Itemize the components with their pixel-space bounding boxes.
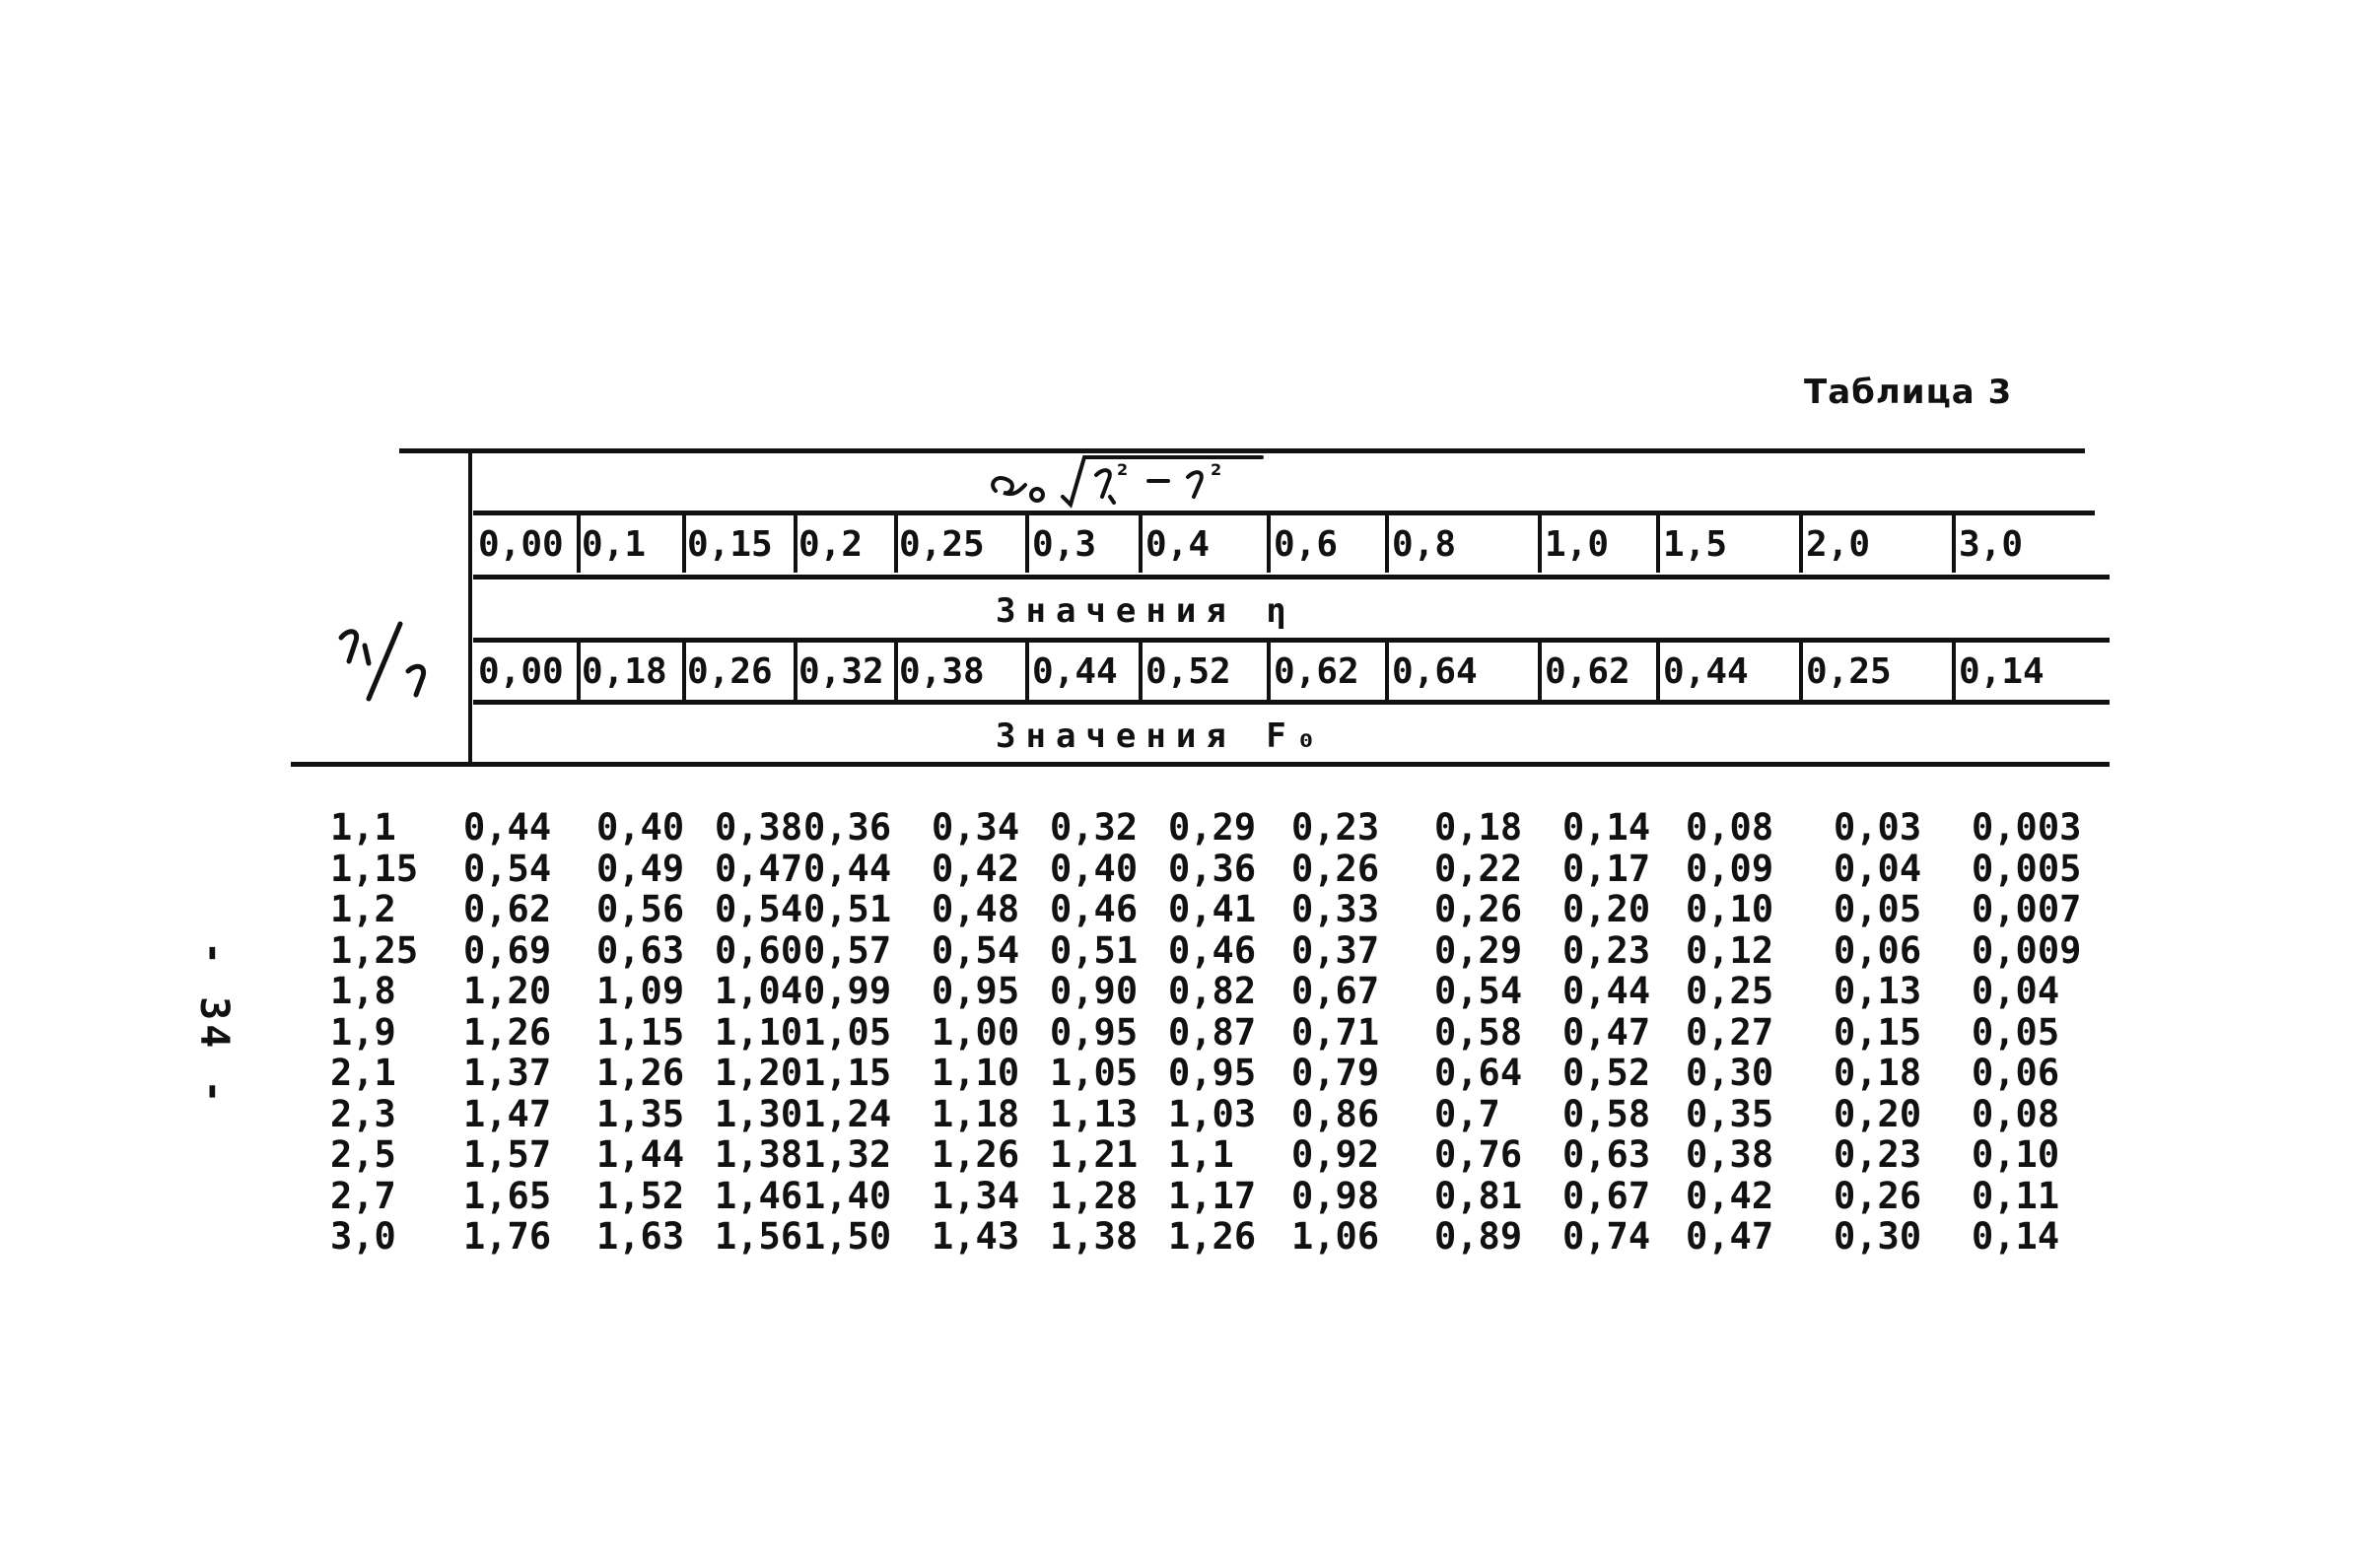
f0-value-cell: 0,99 (803, 970, 892, 1012)
f0-value-cell: 0,64 (1434, 1052, 1523, 1094)
f0-value-cell: 0,58 (1434, 1010, 1523, 1054)
f0-value-cell: 1,06 (1291, 1215, 1380, 1258)
f0-value-cell: 1,03 (1168, 1092, 1257, 1135)
f0-value-cell: 0,003 (1972, 806, 2082, 849)
alpha-divider-1 (682, 513, 686, 573)
alpha-cell-4: 0,25 (899, 524, 985, 565)
f0-value-cell: 0,38 (1686, 1133, 1774, 1176)
f0-value-cell: 0,13 (1834, 970, 1922, 1012)
eta-divider-7 (1385, 641, 1389, 700)
f0-value-cell: 0,57 (803, 928, 892, 972)
alpha-divider-6 (1267, 513, 1271, 573)
f0-value-cell: 0,46 (1168, 928, 1257, 972)
f0-value-cell: 0,15 (1834, 1010, 1922, 1054)
row-ratio-cell: 2,7 (330, 1174, 396, 1217)
f0-value-cell: 1,13 (1050, 1092, 1139, 1135)
f0-value-cell: 0,36 (803, 806, 892, 849)
alpha-divider-8 (1538, 513, 1542, 573)
f0-value-cell: 0,06 (1834, 928, 1922, 972)
f0-value-cell: 1,47 (463, 1092, 552, 1135)
alpha-divider-2 (794, 513, 797, 573)
f0-value-cell: 1,04 (715, 970, 803, 1012)
eta-divider-9 (1656, 641, 1660, 700)
f0-value-cell: 1,20 (463, 970, 552, 1012)
f0-value-cell: 0,03 (1834, 806, 1922, 849)
row-ratio-cell: 1,15 (330, 847, 419, 890)
f0-value-cell: 0,71 (1291, 1010, 1380, 1054)
eta-cell-0: 0,00 (478, 651, 564, 692)
f0-value-cell: 0,79 (1291, 1052, 1380, 1094)
f0-value-cell: 1,10 (932, 1052, 1020, 1094)
alpha-cell-1: 0,1 (582, 524, 647, 565)
svg-text:2: 2 (1211, 460, 1222, 479)
eta-divider-11 (1952, 641, 1956, 700)
alpha-cell-11: 2,0 (1806, 524, 1871, 565)
f0-value-cell: 0,22 (1434, 847, 1523, 890)
f0-value-cell: 0,35 (1686, 1092, 1774, 1135)
alpha-cell-10: 1,5 (1663, 524, 1728, 565)
f0-value-cell: 0,26 (1291, 847, 1380, 890)
f0-value-cell: 0,009 (1972, 928, 2082, 972)
alpha-divider-0 (577, 513, 581, 573)
f0-value-cell: 0,51 (803, 888, 892, 930)
row-ratio-cell: 2,5 (330, 1133, 396, 1176)
f0-value-cell: 1,10 (715, 1010, 803, 1054)
alpha-divider-10 (1799, 513, 1803, 573)
alpha-cell-7: 0,6 (1274, 524, 1339, 565)
f0-value-cell: 1,09 (596, 970, 685, 1012)
f0-value-cell: 0,44 (1562, 970, 1651, 1012)
f0-value-cell: 0,56 (596, 888, 685, 930)
row-ratio-cell: 1,9 (330, 1010, 396, 1054)
f0-value-cell: 0,14 (1562, 806, 1651, 849)
f0-value-cell: 1,65 (463, 1174, 552, 1217)
f0-value-cell: 1,38 (1050, 1215, 1139, 1258)
f0-value-cell: 0,18 (1434, 806, 1523, 849)
f0-value-cell: 1,18 (932, 1092, 1020, 1135)
eta-cell-2: 0,26 (687, 651, 773, 692)
f0-value-cell: 0,42 (932, 847, 1020, 890)
f0-value-cell: 0,08 (1972, 1092, 2060, 1135)
f0-value-cell: 1,26 (932, 1133, 1020, 1176)
eta-cell-8: 0,64 (1392, 651, 1478, 692)
f0-value-cell: 0,33 (1291, 888, 1380, 930)
f0-value-cell: 1,57 (463, 1133, 552, 1176)
alpha-divider-7 (1385, 513, 1389, 573)
f0-value-cell: 1,40 (803, 1174, 892, 1217)
header-divider (468, 448, 472, 764)
f0-value-cell: 1,56 (715, 1215, 803, 1258)
f0-value-cell: 0,63 (1562, 1133, 1651, 1176)
f0-value-cell: 0,20 (1834, 1092, 1922, 1135)
eta-divider-1 (682, 641, 686, 700)
f0-value-cell: 0,09 (1686, 847, 1774, 890)
f0-value-cell: 0,58 (1562, 1092, 1651, 1135)
f0-value-cell: 0,95 (932, 970, 1020, 1012)
f0-value-cell: 1,1 (1168, 1133, 1234, 1176)
alpha-cell-2: 0,15 (687, 524, 773, 565)
f0-value-cell: 0,40 (1050, 847, 1139, 890)
f0-value-cell: 0,20 (1562, 888, 1651, 930)
f0-value-cell: 0,25 (1686, 970, 1774, 1012)
f0-value-cell: 0,69 (463, 928, 552, 972)
f0-value-cell: 1,50 (803, 1215, 892, 1258)
section-eta-label: Значения η (996, 591, 1296, 631)
eta-divider-5 (1139, 641, 1143, 700)
f0-value-cell: 0,52 (1562, 1052, 1651, 1094)
f0-value-cell: 1,17 (1168, 1174, 1257, 1217)
f0-value-cell: 1,15 (596, 1010, 685, 1054)
f0-value-cell: 0,82 (1168, 970, 1257, 1012)
rule-bottom (291, 762, 2110, 767)
f0-value-cell: 0,17 (1562, 847, 1651, 890)
eta-divider-10 (1799, 641, 1803, 700)
f0-value-cell: 1,44 (596, 1133, 685, 1176)
f0-value-cell: 1,43 (932, 1215, 1020, 1258)
alpha-cell-9: 1,0 (1545, 524, 1610, 565)
f0-value-cell: 0,06 (1972, 1052, 2060, 1094)
row-ratio-cell: 1,2 (330, 888, 396, 930)
eta-cell-3: 0,32 (798, 651, 884, 692)
f0-value-cell: 0,32 (1050, 806, 1139, 849)
f0-value-cell: 0,62 (463, 888, 552, 930)
f0-value-cell: 1,21 (1050, 1133, 1139, 1176)
alpha-divider-11 (1952, 513, 1956, 573)
f0-value-cell: 0,29 (1168, 806, 1257, 849)
f0-value-cell: 1,35 (596, 1092, 685, 1135)
f0-value-cell: 0,14 (1972, 1215, 2060, 1258)
f0-value-cell: 0,005 (1972, 847, 2082, 890)
alpha-divider-9 (1656, 513, 1660, 573)
alpha-cell-3: 0,2 (798, 524, 864, 565)
f0-value-cell: 0,37 (1291, 928, 1380, 972)
eta-cell-6: 0,52 (1145, 651, 1231, 692)
row-ratio-cell: 2,3 (330, 1092, 396, 1135)
f0-value-cell: 0,48 (932, 888, 1020, 930)
f0-value-cell: 0,10 (1686, 888, 1774, 930)
f0-value-cell: 0,60 (715, 928, 803, 972)
section-f-label: Значения F₀ (996, 716, 1327, 756)
eta-cell-1: 0,18 (582, 651, 667, 692)
row-ratio-cell: 1,8 (330, 970, 396, 1012)
f0-value-cell: 0,67 (1291, 970, 1380, 1012)
eta-cell-11: 0,25 (1806, 651, 1892, 692)
eta-cell-4: 0,38 (899, 651, 985, 692)
formula-alpha-sqrt (986, 451, 1272, 511)
rule-alpha-bottom (473, 575, 2110, 579)
f0-value-cell: 0,30 (1686, 1052, 1774, 1094)
eta-divider-3 (894, 641, 898, 700)
row-ratio-cell: 1,1 (330, 806, 396, 849)
f0-value-cell: 0,67 (1562, 1174, 1651, 1217)
f0-value-cell: 0,05 (1834, 888, 1922, 930)
f0-value-cell: 1,26 (1168, 1215, 1257, 1258)
f0-value-cell: 0,12 (1686, 928, 1774, 972)
f0-value-cell: 0,23 (1834, 1133, 1922, 1176)
f0-value-cell: 0,7 (1434, 1092, 1500, 1135)
f0-value-cell: 0,89 (1434, 1215, 1523, 1258)
f0-value-cell: 0,41 (1168, 888, 1257, 930)
f0-value-cell: 0,74 (1562, 1215, 1651, 1258)
row-ratio-cell: 2,1 (330, 1052, 396, 1094)
eta-cell-5: 0,44 (1032, 651, 1118, 692)
alpha-divider-4 (1025, 513, 1029, 573)
eta-divider-6 (1267, 641, 1271, 700)
f0-value-cell: 0,36 (1168, 847, 1257, 890)
f0-value-cell: 0,76 (1434, 1133, 1523, 1176)
rule-alpha-top (473, 511, 2095, 515)
f0-value-cell: 1,05 (1050, 1052, 1139, 1094)
f0-value-cell: 0,30 (1834, 1215, 1922, 1258)
f0-value-cell: 0,007 (1972, 888, 2082, 930)
f0-value-cell: 0,54 (463, 847, 552, 890)
f0-value-cell: 1,46 (715, 1174, 803, 1217)
f0-value-cell: 0,23 (1562, 928, 1651, 972)
alpha-cell-12: 3,0 (1959, 524, 2024, 565)
f0-value-cell: 0,26 (1834, 1174, 1922, 1217)
f0-value-cell: 0,63 (596, 928, 685, 972)
f0-value-cell: 1,15 (803, 1052, 892, 1094)
f0-value-cell: 0,44 (463, 806, 552, 849)
row-ratio-cell: 1,25 (330, 928, 419, 972)
f0-value-cell: 1,24 (803, 1092, 892, 1135)
table-caption: Таблица 3 (1804, 373, 2013, 412)
f0-value-cell: 1,00 (932, 1010, 1020, 1054)
f0-value-cell: 1,37 (463, 1052, 552, 1094)
f0-value-cell: 0,51 (1050, 928, 1139, 972)
f0-value-cell: 0,04 (1834, 847, 1922, 890)
eta-divider-2 (794, 641, 797, 700)
f0-value-cell: 1,26 (463, 1010, 552, 1054)
f0-value-cell: 0,92 (1291, 1133, 1380, 1176)
f0-value-cell: 1,76 (463, 1215, 552, 1258)
alpha-cell-6: 0,4 (1145, 524, 1211, 565)
f0-value-cell: 1,20 (715, 1052, 803, 1094)
ratio-r1-over-r-label (325, 616, 444, 710)
f0-value-cell: 0,54 (715, 888, 803, 930)
f0-value-cell: 1,52 (596, 1174, 685, 1217)
eta-divider-0 (577, 641, 581, 700)
f0-value-cell: 0,54 (1434, 970, 1523, 1012)
row-ratio-cell: 3,0 (330, 1215, 396, 1258)
f0-value-cell: 0,47 (1686, 1215, 1774, 1258)
svg-text:2: 2 (1117, 460, 1129, 479)
f0-value-cell: 0,10 (1972, 1133, 2060, 1176)
f0-value-cell: 0,08 (1686, 806, 1774, 849)
eta-cell-12: 0,14 (1959, 651, 2044, 692)
f0-value-cell: 1,34 (932, 1174, 1020, 1217)
rule-eta-top (473, 638, 2110, 643)
eta-cell-10: 0,44 (1663, 651, 1749, 692)
f0-value-cell: 0,26 (1434, 888, 1523, 930)
f0-value-cell: 1,38 (715, 1133, 803, 1176)
f0-value-cell: 0,38 (715, 806, 803, 849)
f0-value-cell: 0,95 (1050, 1010, 1139, 1054)
alpha-divider-3 (894, 513, 898, 573)
f0-value-cell: 1,28 (1050, 1174, 1139, 1217)
f0-value-cell: 0,49 (596, 847, 685, 890)
f0-value-cell: 0,04 (1972, 970, 2060, 1012)
f0-value-cell: 1,32 (803, 1133, 892, 1176)
f0-value-cell: 0,46 (1050, 888, 1139, 930)
f0-value-cell: 0,27 (1686, 1010, 1774, 1054)
f0-value-cell: 0,40 (596, 806, 685, 849)
f0-value-cell: 0,05 (1972, 1010, 2060, 1054)
f0-value-cell: 1,30 (715, 1092, 803, 1135)
f0-value-cell: 1,63 (596, 1215, 685, 1258)
f0-value-cell: 0,47 (1562, 1010, 1651, 1054)
f0-value-cell: 0,95 (1168, 1052, 1257, 1094)
alpha-cell-8: 0,8 (1392, 524, 1457, 565)
f0-value-cell: 0,98 (1291, 1174, 1380, 1217)
f0-value-cell: 0,23 (1291, 806, 1380, 849)
eta-divider-4 (1025, 641, 1029, 700)
page-number: - 34 - (191, 941, 237, 1108)
f0-value-cell: 0,47 (715, 847, 803, 890)
rule-eta-bottom (473, 700, 2110, 705)
f0-value-cell: 0,81 (1434, 1174, 1523, 1217)
f0-value-cell: 0,44 (803, 847, 892, 890)
f0-value-cell: 0,11 (1972, 1174, 2060, 1217)
eta-divider-8 (1538, 641, 1542, 700)
f0-value-cell: 0,54 (932, 928, 1020, 972)
f0-value-cell: 0,86 (1291, 1092, 1380, 1135)
f0-value-cell: 0,42 (1686, 1174, 1774, 1217)
f0-value-cell: 1,26 (596, 1052, 685, 1094)
f0-value-cell: 0,87 (1168, 1010, 1257, 1054)
f0-value-cell: 0,18 (1834, 1052, 1922, 1094)
f0-value-cell: 0,90 (1050, 970, 1139, 1012)
eta-cell-9: 0,62 (1545, 651, 1630, 692)
f0-value-cell: 0,34 (932, 806, 1020, 849)
f0-value-cell: 1,05 (803, 1010, 892, 1054)
eta-cell-7: 0,62 (1274, 651, 1359, 692)
alpha-cell-0: 0,00 (478, 524, 564, 565)
alpha-cell-5: 0,3 (1032, 524, 1097, 565)
f0-value-cell: 0,29 (1434, 928, 1523, 972)
alpha-divider-5 (1139, 513, 1143, 573)
